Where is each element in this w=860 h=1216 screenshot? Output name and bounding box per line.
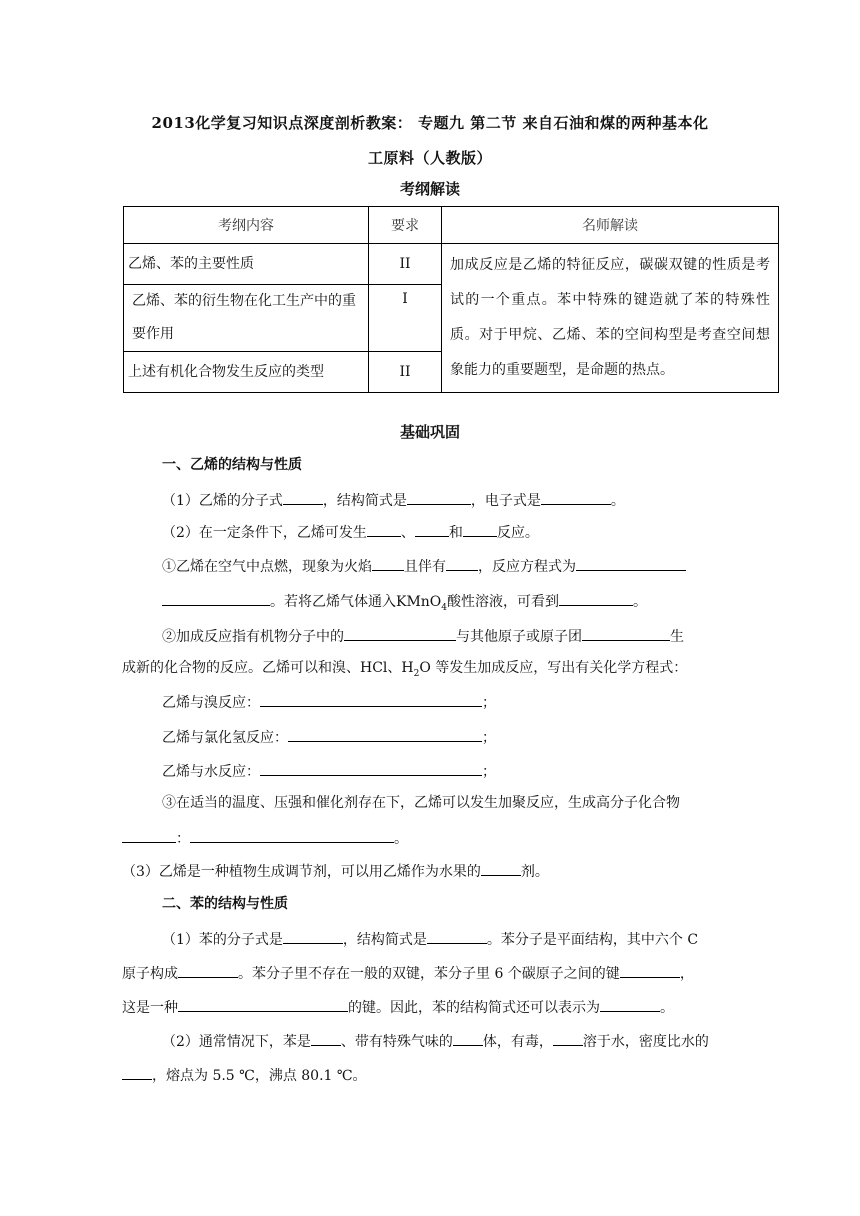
blank <box>620 962 680 978</box>
blank <box>288 726 482 742</box>
blank <box>122 827 176 843</box>
s1-combustion2: 。若将乙烯气体通入KMnO$_4$酸性溶液，可看到 。 <box>162 590 647 618</box>
row-level: II <box>369 244 442 285</box>
blank <box>367 521 401 537</box>
blank <box>576 555 686 571</box>
row-level: I <box>369 285 442 352</box>
document-title-line1: 2013化学复习知识点深度剖析教案： 专题九 第二节 来自石油和煤的两种基本化 <box>151 114 709 132</box>
s2-q2b: ，熔点为 5.5 ℃，沸点 80.1 ℃。 <box>122 1064 367 1086</box>
row-content: 乙烯、苯的衍生物在化工生产中的重要作用 <box>124 285 369 352</box>
blank <box>600 996 660 1012</box>
blank <box>582 625 670 641</box>
blank <box>162 590 270 606</box>
row-content: 乙烯、苯的主要性质 <box>124 244 369 285</box>
blank <box>190 827 394 843</box>
s2-q1b: 原子构成 。苯分子里不存在一般的双键，苯分子里 6 个碳原子之间的键 ， <box>122 962 694 984</box>
s1-q2: （2）在一定条件下，乙烯可发生 、 和 反应。 <box>162 521 539 543</box>
blank <box>260 760 482 776</box>
outline-header-row <box>124 207 779 244</box>
blank <box>463 521 497 537</box>
header-content: 考纲内容 <box>124 207 369 244</box>
s2-q1: （1）苯的分子式是 ，结构简式是 。苯分子是平面结构，其中六个 C <box>162 928 698 950</box>
blank <box>541 489 611 505</box>
outline-heading: 考纲解读 <box>399 180 460 198</box>
teacher-commentary: 加成反应是乙烯的特征反应，碳碳双键的性质是考试的一个重点。苯中特殊的键造就了苯的特殊性质。对于甲烷、乙烯、苯的空间构型是考查空间想象能力的重要题型，是命题的热点。 <box>442 244 779 393</box>
s2-q2: （2）通常情况下，苯是 、带有特殊气味的 体，有毒， 溶于水，密度比水的 <box>162 1030 709 1052</box>
document-title-line2: 工原料（人教版） <box>367 149 492 167</box>
blank <box>372 555 404 571</box>
header-level: 要求 <box>369 207 442 244</box>
blank <box>407 489 471 505</box>
blank <box>553 1030 583 1046</box>
s1-q3: （3）乙烯是一种植物生成调节剂，可以用乙烯作为水果的 剂。 <box>122 860 549 882</box>
s1-addition2: 成新的化合物的反应。乙烯可以和溴、HCl、$H_2O$ 等发生加成反应，写出有关化学方程式： <box>122 660 688 679</box>
header-commentary: 名师解读 <box>442 207 779 244</box>
s1-polymer: ③在适当的温度、压强和催化剂存在下，乙烯可以发生加聚反应，生成高分子化合物 <box>162 795 680 811</box>
blank <box>481 860 521 876</box>
s2-q1c: 这是一种 的键。因此，苯的结构简式还可以表示为 。 <box>122 996 674 1018</box>
s1-combustion: ①乙烯在空气中点燃，现象为火焰 且伴有 ，反应方程式为 <box>162 555 686 577</box>
blank <box>178 996 348 1012</box>
blank <box>260 691 482 707</box>
section1-heading: 一、乙烯的结构与性质 <box>162 457 302 473</box>
basics-heading: 基础巩固 <box>399 423 460 441</box>
row-level: II <box>369 352 442 393</box>
s1-bromine: 乙烯与溴反应： ； <box>162 691 496 713</box>
blank <box>446 555 478 571</box>
s1-water: 乙烯与水反应： ； <box>162 760 496 782</box>
s1-addition: ②加成反应指有机物分子中的 与其他原子或原子团 生 <box>162 625 684 647</box>
blank <box>559 590 633 606</box>
blank <box>427 928 487 944</box>
blank <box>122 1064 152 1080</box>
row-content: 上述有机化合物发生反应的类型 <box>124 352 369 393</box>
blank <box>283 928 343 944</box>
section2-heading: 二、苯的结构与性质 <box>162 896 288 912</box>
blank <box>178 962 238 978</box>
s1-q1: （1）乙烯的分子式 ，结构简式是 ，电子式是 。 <box>162 489 625 511</box>
s1-hcl: 乙烯与氯化氢反应： ； <box>162 726 496 748</box>
table-row <box>124 244 779 285</box>
blank <box>344 625 456 641</box>
blank <box>415 521 449 537</box>
s1-polymer2: ： 。 <box>122 827 408 849</box>
outline-table <box>123 206 779 393</box>
blank <box>311 1030 341 1046</box>
blank <box>283 489 323 505</box>
blank <box>453 1030 483 1046</box>
